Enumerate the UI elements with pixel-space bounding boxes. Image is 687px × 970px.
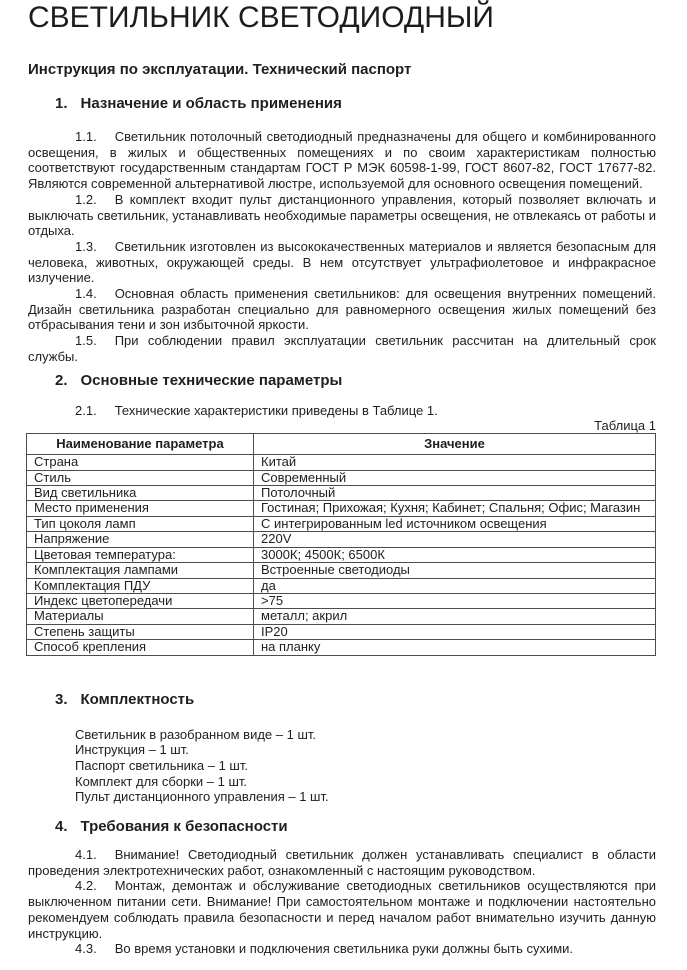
section-3-title: Комплектность bbox=[80, 690, 195, 708]
table-cell-parameter: Индекс цветопередачи bbox=[27, 593, 254, 608]
table-cell-parameter: Место применения bbox=[27, 501, 254, 516]
table-cell-value: Встроенные светодиоды bbox=[254, 563, 656, 578]
spec-table-body bbox=[27, 455, 656, 655]
table-cell-value: >75 bbox=[254, 593, 656, 608]
paragraph-2-1-number: 2.1. bbox=[75, 402, 97, 418]
table-cell-value: С интегрированным led источником освещения bbox=[254, 516, 656, 531]
paragraph-4-3 bbox=[28, 941, 656, 957]
paragraph-1-3-text: Светильник изготовлен из высококачественных материалов и является безопасным для человека, животных, окружающей среды. В нем отсутствует ультрафиолетовое и инфракрасное излучение. bbox=[28, 238, 656, 286]
table-row bbox=[27, 640, 656, 655]
paragraph-1-2-text: В комплект входит пульт дистанционного управления, который позволяет включать и выключать светильник, устанавливать необходимые параметры освещения, не отвлекаясь от работы и отдыха. bbox=[28, 191, 656, 239]
section-1-heading bbox=[55, 94, 656, 114]
table-header-parameter: Наименование параметра bbox=[27, 434, 254, 455]
paragraph-1-1-text: Светильник потолочный светодиодный предназначены для общего и комбинированного освещения, в жилых и общественных помещениях и по своим характеристикам полностью соответствуют государственным стандартам ГОСТ Р МЭК 60598-1-99, ГОСТ 8607-82, ГОСТ 17677-82. Являются современной альтернативой люстре, используемой для основного освещения помещений. bbox=[28, 129, 656, 192]
kit-list-item: Пульт дистанционного управления – 1 шт. bbox=[75, 789, 329, 805]
document-subtitle: Инструкция по эксплуатации. Технический паспорт bbox=[28, 61, 412, 78]
table-cell-parameter: Вид светильника bbox=[27, 486, 254, 501]
paragraph-2-1-text: Технические характеристики приведены в Таблице 1. bbox=[114, 402, 438, 418]
table-row bbox=[27, 563, 656, 578]
spec-table bbox=[26, 433, 656, 655]
table-cell-parameter: Степень защиты bbox=[27, 624, 254, 639]
table-cell-value: Китай bbox=[254, 455, 656, 470]
table-cell-parameter: Способ крепления bbox=[27, 640, 254, 655]
paragraph-1-3-number: 1.3. bbox=[75, 238, 97, 254]
paragraph-1-5 bbox=[28, 333, 656, 364]
paragraph-1-5-number: 1.5. bbox=[75, 333, 97, 349]
section-3-heading bbox=[55, 690, 656, 710]
paragraph-4-2-text: Монтаж, демонтаж и обслуживание светодиодных светильников осуществляются при выключенном питании сети. Внимание! При самостоятельном монтаже и подключении настоятельно рекомендуем соблюдать правила безопасности и перед началом работ внимательно изучить данную инструкцию. bbox=[28, 878, 656, 941]
paragraph-1-2-number: 1.2. bbox=[75, 191, 97, 207]
table-cell-value: Современный bbox=[254, 470, 656, 485]
table-row bbox=[27, 593, 656, 608]
table-cell-value: 3000К; 4500К; 6500К bbox=[254, 547, 656, 562]
table-row bbox=[27, 532, 656, 547]
table-row bbox=[27, 609, 656, 624]
table-row bbox=[27, 547, 656, 562]
section-2-title: Основные технические параметры bbox=[80, 371, 343, 389]
table-row bbox=[27, 578, 656, 593]
table-caption: Таблица 1 bbox=[594, 418, 656, 434]
kit-list-item: Инструкция – 1 шт. bbox=[75, 742, 189, 758]
section-4-number: 4. bbox=[55, 818, 68, 836]
paragraph-1-4-text: Основная область применения светильников: для освещения внутренних помещений. Дизайн светильника разработан специально для равномерного освещения жилых помещений без отбрасывания тени и зон избыточной яркости. bbox=[28, 286, 656, 333]
paragraph-1-2 bbox=[28, 192, 656, 239]
table-row bbox=[27, 516, 656, 531]
kit-list-item: Паспорт светильника – 1 шт. bbox=[75, 757, 248, 773]
table-row bbox=[27, 624, 656, 639]
table-row bbox=[27, 501, 656, 516]
table-cell-parameter: Материалы bbox=[27, 609, 254, 624]
table-header-row bbox=[27, 434, 656, 455]
paragraph-4-1 bbox=[28, 847, 656, 878]
paragraph-4-2-number: 4.2. bbox=[75, 878, 97, 894]
table-row bbox=[27, 455, 656, 470]
paragraph-4-1-text: Внимание! Светодиодный светильник должен устанавливать специалист в области проведения электротехнических работ, ознакомленный с настоящим руководством. bbox=[28, 847, 656, 878]
paragraph-4-2 bbox=[28, 878, 656, 941]
table-cell-value: да bbox=[254, 578, 656, 593]
kit-list bbox=[75, 727, 656, 806]
section-1-title: Назначение и область применения bbox=[80, 95, 342, 112]
table-cell-value: Гостиная; Прихожая; Кухня; Кабинет; Спальня; Офис; Магазин bbox=[254, 501, 656, 516]
section-3-number: 3. bbox=[55, 690, 68, 708]
table-cell-parameter: Страна bbox=[27, 455, 254, 470]
kit-list-item: Светильник в разобранном виде – 1 шт. bbox=[75, 726, 317, 742]
section-2-heading bbox=[55, 371, 656, 391]
table-cell-value: на планку bbox=[254, 640, 656, 655]
section-1-number: 1. bbox=[55, 95, 68, 112]
table-header-value: Значение bbox=[254, 434, 656, 455]
paragraph-1-3 bbox=[28, 239, 656, 286]
paragraph-2-1 bbox=[28, 403, 656, 419]
table-row bbox=[27, 470, 656, 485]
section-4-heading bbox=[55, 817, 656, 837]
table-cell-parameter: Напряжение bbox=[27, 532, 254, 547]
section-2-number: 2. bbox=[55, 371, 68, 389]
table-cell-parameter: Комплектация ПДУ bbox=[27, 578, 254, 593]
table-cell-parameter: Тип цоколя ламп bbox=[27, 516, 254, 531]
document-title: СВЕТИЛЬНИК СВЕТОДИОДНЫЙ bbox=[28, 1, 494, 34]
table-cell-value: Потолочный bbox=[254, 486, 656, 501]
table-cell-value: металл; акрил bbox=[254, 609, 656, 624]
table-cell-parameter: Стиль bbox=[27, 470, 254, 485]
paragraph-4-1-number: 4.1. bbox=[75, 847, 97, 863]
paragraph-4-3-number: 4.3. bbox=[75, 941, 97, 957]
paragraph-1-4-number: 1.4. bbox=[75, 286, 97, 302]
table-cell-value: IP20 bbox=[254, 624, 656, 639]
paragraph-1-1 bbox=[28, 129, 656, 192]
kit-list-item: Комплект для сборки – 1 шт. bbox=[75, 773, 248, 789]
paragraph-1-5-text: При соблюдении правил эксплуатации светильник рассчитан на длительный срок службы. bbox=[28, 333, 656, 364]
table-row bbox=[27, 486, 656, 501]
section-4-title: Требования к безопасности bbox=[80, 818, 288, 836]
table-cell-value: 220V bbox=[254, 532, 656, 547]
paragraph-4-3-text: Во время установки и подключения светильника руки должны быть сухими. bbox=[114, 941, 574, 957]
table-cell-parameter: Цветовая температура: bbox=[27, 547, 254, 562]
paragraph-1-4 bbox=[28, 286, 656, 333]
paragraph-1-1-number: 1.1. bbox=[75, 129, 97, 144]
table-cell-parameter: Комплектация лампами bbox=[27, 563, 254, 578]
